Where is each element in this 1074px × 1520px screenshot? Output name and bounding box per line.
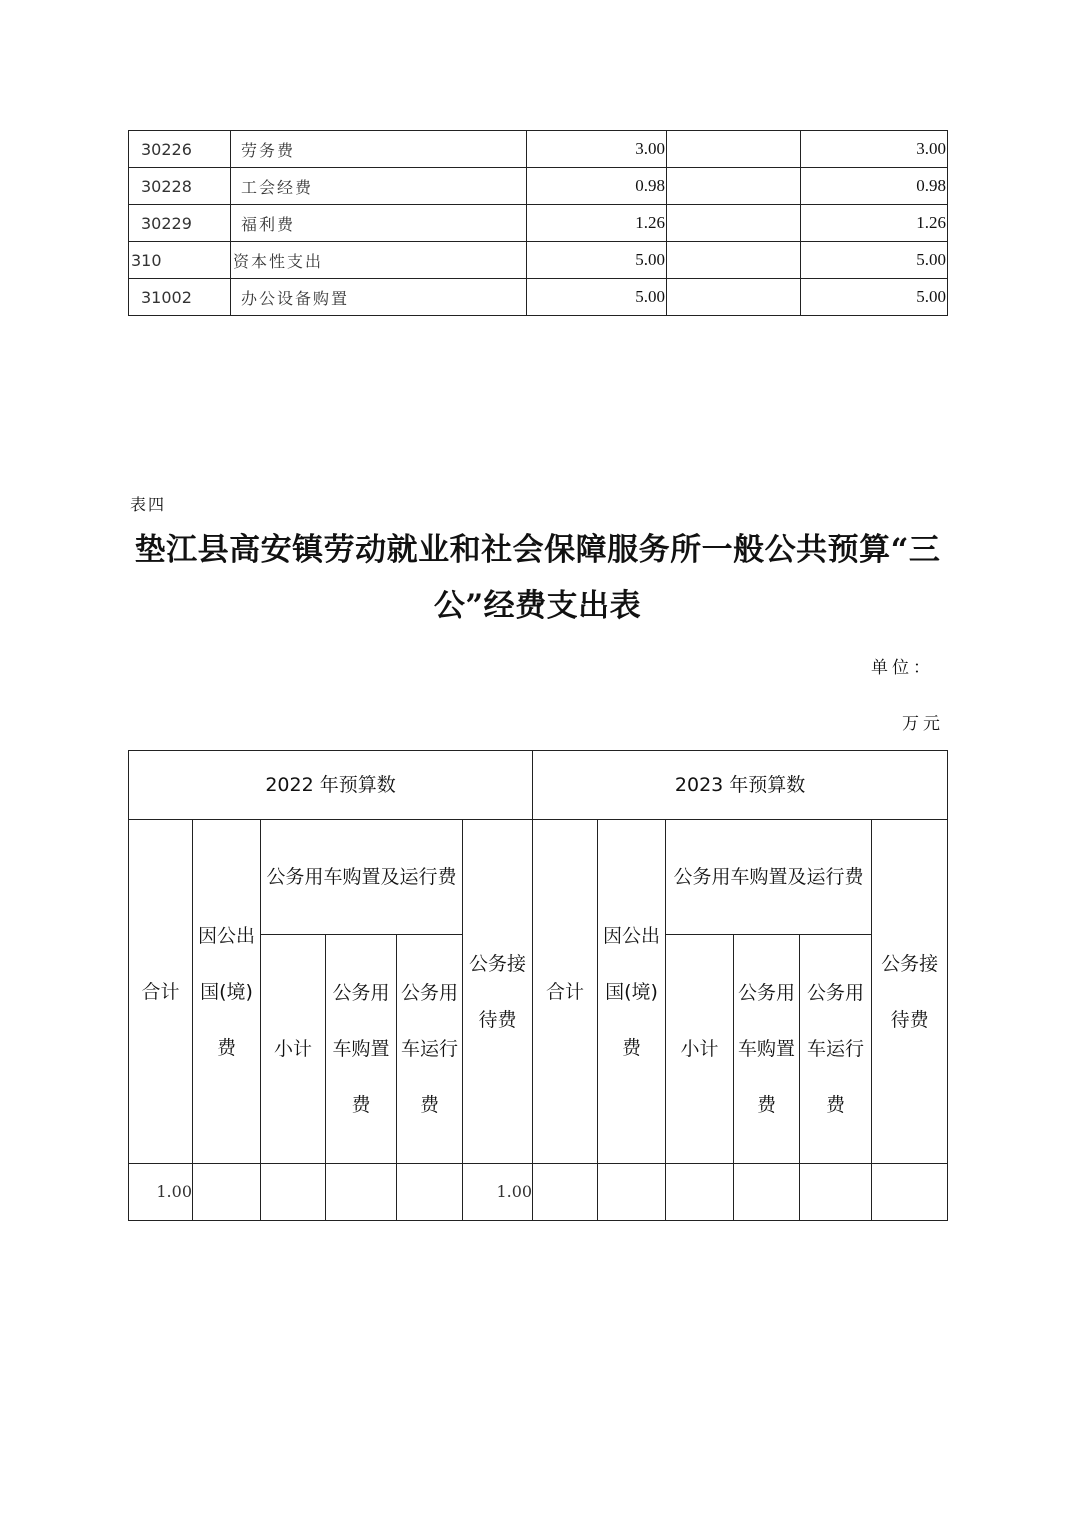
expense-code: 30226 — [129, 131, 231, 168]
expense-code: 31002 — [129, 279, 231, 316]
unit-label: 单位： — [871, 658, 934, 678]
vehicle-operation-header-2023: 公务用车运行费 — [800, 935, 872, 1164]
data-cell — [193, 1164, 261, 1221]
abroad-header-2022: 因公出国(境)费 — [193, 820, 261, 1164]
category-header-row — [129, 820, 948, 935]
data-cell — [800, 1164, 872, 1221]
reception-header-2022: 公务接待费 — [463, 820, 533, 1164]
expense-name: 办公设备购置 — [231, 279, 527, 316]
expense-amount — [667, 242, 801, 279]
unit-value: 万元 — [902, 714, 944, 734]
data-cell — [397, 1164, 463, 1221]
data-cell — [326, 1164, 397, 1221]
data-cell — [872, 1164, 948, 1221]
expense-code: 30228 — [129, 168, 231, 205]
expense-detail-body — [129, 131, 948, 316]
subtotal-header-2022: 小计 — [261, 935, 326, 1164]
expense-detail-table — [128, 130, 948, 316]
data-cell — [598, 1164, 666, 1221]
data-cell — [261, 1164, 326, 1221]
title-line-2: 公”经费支出表 — [433, 588, 642, 624]
data-cell — [533, 1164, 598, 1221]
expense-amount: 1.26 — [527, 205, 667, 242]
data-cell: 1.00 — [129, 1164, 193, 1221]
expense-amount: 0.98 — [801, 168, 948, 205]
expense-code: 30229 — [129, 205, 231, 242]
expense-amount: 5.00 — [527, 242, 667, 279]
expense-row — [129, 131, 948, 168]
expense-amount: 5.00 — [801, 279, 948, 316]
title-line-1: 垫江县高安镇劳动就业和社会保障服务所一般公共预算“三 — [134, 532, 941, 568]
expense-amount — [667, 168, 801, 205]
expense-name: 资本性支出 — [231, 242, 527, 279]
expense-amount — [667, 131, 801, 168]
vehicle-group-header-2022: 公务用车购置及运行费 — [261, 820, 463, 935]
expense-amount: 3.00 — [527, 131, 667, 168]
year-2023-header: 2023 年预算数 — [533, 751, 948, 820]
expense-row — [129, 168, 948, 205]
expense-row — [129, 279, 948, 316]
expense-amount: 5.00 — [801, 242, 948, 279]
expense-amount — [667, 279, 801, 316]
document-title — [128, 522, 947, 634]
subtotal-header-2023: 小计 — [666, 935, 734, 1164]
expense-amount: 5.00 — [527, 279, 667, 316]
year-header-row — [129, 751, 948, 820]
expense-name: 劳务费 — [231, 131, 527, 168]
vehicle-group-header-2023: 公务用车购置及运行费 — [666, 820, 872, 935]
vehicle-purchase-header-2022: 公务用车购置费 — [326, 935, 397, 1164]
expense-name: 工会经费 — [231, 168, 527, 205]
data-cell — [734, 1164, 800, 1221]
expense-amount — [667, 205, 801, 242]
table-number-label: 表四 — [130, 495, 167, 514]
abroad-header-2023: 因公出国(境)费 — [598, 820, 666, 1164]
reception-header-2023: 公务接待费 — [872, 820, 948, 1164]
expense-row — [129, 242, 948, 279]
total-header-2023: 合计 — [533, 820, 598, 1164]
expense-code: 310 — [129, 242, 231, 279]
expense-amount: 0.98 — [527, 168, 667, 205]
data-row — [129, 1164, 948, 1221]
year-2022-header: 2022 年预算数 — [129, 751, 533, 820]
data-cell — [666, 1164, 734, 1221]
vehicle-purchase-header-2023: 公务用车购置费 — [734, 935, 800, 1164]
three-public-expenses-table — [128, 750, 948, 1221]
expense-amount: 3.00 — [801, 131, 948, 168]
expense-name: 福利费 — [231, 205, 527, 242]
vehicle-operation-header-2022: 公务用车运行费 — [397, 935, 463, 1164]
data-cell: 1.00 — [463, 1164, 533, 1221]
expense-amount: 1.26 — [801, 205, 948, 242]
expense-row — [129, 205, 948, 242]
total-header-2022: 合计 — [129, 820, 193, 1164]
